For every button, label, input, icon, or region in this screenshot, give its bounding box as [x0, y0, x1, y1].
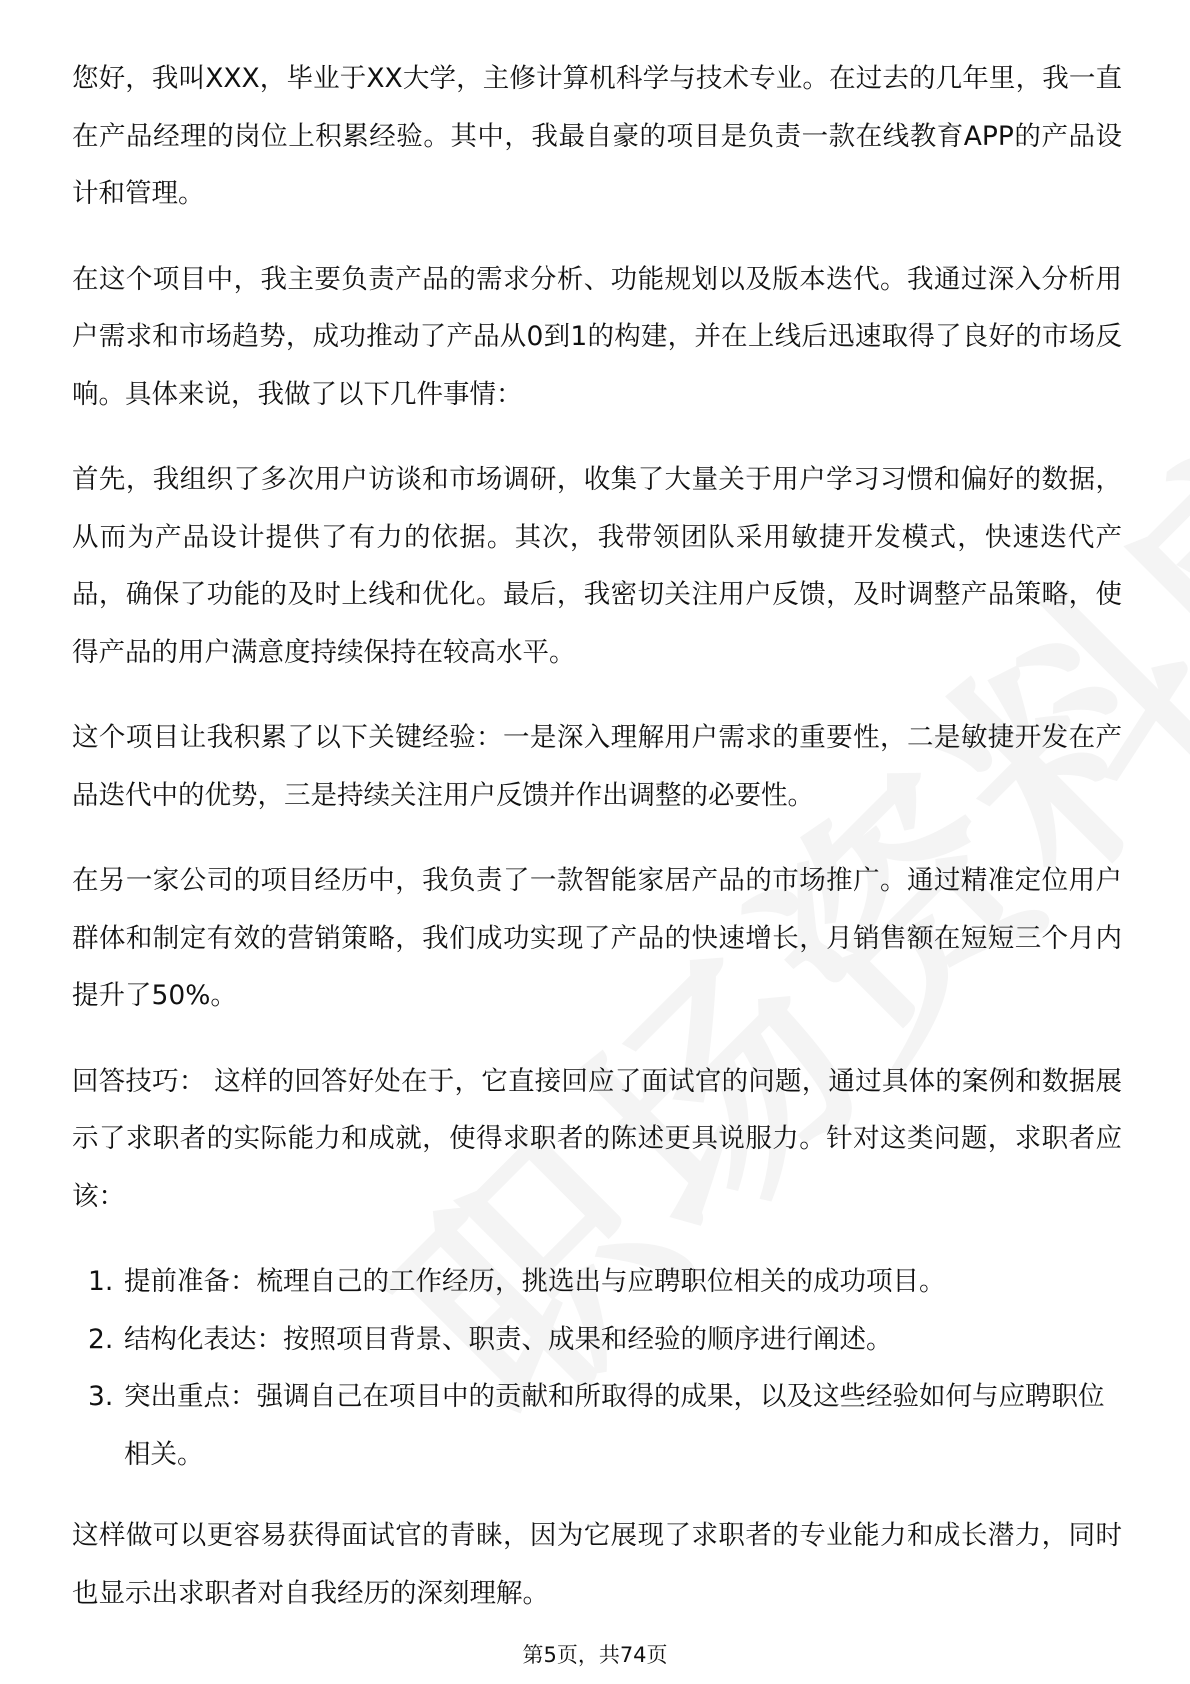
list-item-text: 结构化表达：按照项目背景、职责、成果和经验的顺序进行阐述。 [124, 1323, 893, 1355]
paragraph-other-project: 在另一家公司的项目经历中，我负责了一款智能家居产品的市场推广。通过精准定位用户群体和制定有效的营销策略，我们成功实现了产品的快速增长，月销售额在短短三个月内提升了50%。 [72, 865, 1122, 1011]
list-item-text: 提前准备：梳理自己的工作经历，挑选出与应聘职位相关的成功项目。 [124, 1266, 946, 1297]
paragraph-project-role: 在这个项目中，我主要负责产品的需求分析、功能规划以及版本迭代。我通过深入分析用户需求和市场趋势，成功推动了产品从0到1的构建，并在上线后迅速取得了良好的市场反响。具体来说，我做了以下几件事情： [72, 263, 1122, 410]
list-item-number: 2. [88, 1323, 114, 1355]
paragraph-closing: 这样做可以更容易获得面试官的青睐，因为它展现了求职者的专业能力和成长潜力，同时也显示出求职者对自我经历的深刻理解。 [72, 1520, 1122, 1609]
list-item-number: 1. [88, 1266, 114, 1297]
page-footer: 第5页，共74页 [522, 1643, 668, 1667]
tips-list [72, 1253, 1122, 1483]
list-item [72, 1253, 1122, 1311]
paragraph-answer-tips: 回答技巧： 这样的回答好处在于，它直接回应了面试官的问题，通过具体的案例和数据展示了求职者的实际能力和成就，使得求职者的陈述更具说服力。针对这类问题，求职者应该： [72, 1065, 1122, 1212]
paragraph-key-experience: 这个项目让我积累了以下关键经验：一是深入理解用户需求的重要性，二是敏捷开发在产品迭代中的优势，三是持续关注用户反馈并作出调整的必要性。 [72, 722, 1122, 811]
list-item [72, 1311, 1122, 1369]
paragraph-intro: 您好，我叫XXX，毕业于XX大学，主修计算机科学与技术专业。在过去的几年里，我一直在产品经理的岗位上积累经验。其中，我最自豪的项目是负责一款在线教育APP的产品设计和管理。 [72, 63, 1122, 209]
list-item-text: 突出重点：强调自己在项目中的贡献和所取得的成果，以及这些经验如何与应聘职位相关。 [124, 1381, 1105, 1470]
document-body [72, 50, 1122, 1650]
list-item [72, 1368, 1122, 1483]
list-item-number: 3. [88, 1381, 114, 1412]
paragraph-project-actions: 首先，我组织了多次用户访谈和市场调研，收集了大量关于用户学习习惯和偏好的数据，从而为产品设计提供了有力的依据。其次，我带领团队采用敏捷开发模式，快速迭代产品，确保了功能的及时上线和优化。最后，我密切关注用户反馈，及时调整产品策略，使得产品的用户满意度持续保持在较高水平。 [72, 464, 1122, 668]
